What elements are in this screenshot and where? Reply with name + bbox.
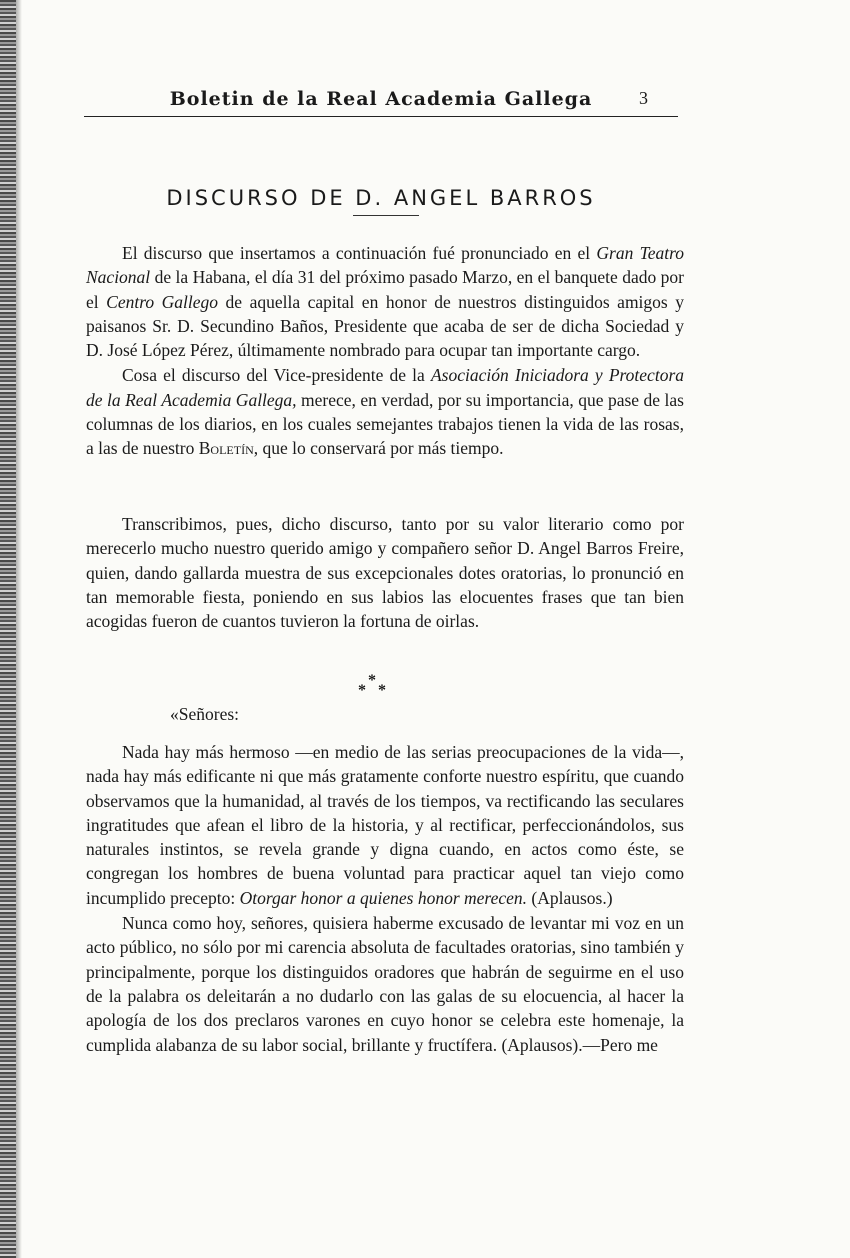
text-run: (Aplausos.): [527, 887, 613, 908]
italic-phrase: Centro Gallego: [106, 291, 219, 312]
text-run: que lo conservará por más tiempo.: [258, 438, 504, 459]
text-run: de aquella capital en honor de nuestros distinguidos amigos y paisanos Sr. D. Secundino Baños, Presidente que acaba de ser de dicha Sociedad y D. José López Pérez, últimamente nombrado para ocupar tan importante cargo.: [86, 291, 684, 361]
article-title: DISCURSO DE D. ANGEL BARROS: [166, 186, 596, 211]
speech-paragraph: [86, 740, 684, 910]
text-run: merece, en verdad, por su importancia, que pase de las columnas de los diarios, en los cuales semejantes trabajos tienen la vida de las rosas, a las de nuestro: [86, 389, 684, 459]
page-number: 3: [639, 88, 648, 108]
intro-section: [86, 241, 684, 461]
journal-title: Boletin de la Real Academia Gallega: [169, 88, 593, 110]
text-run: Nunca como hoy, señores, quisiera haberme excusado de levantar mi voz en un acto público, no sólo por mi carencia absoluta de facultades oratorias, sino también y principalmente, porque los distinguidos oradores que habrán de seguirme en el uso de la palabra os deleitarán a no dudarlo con las galas de su elocuencia, al hacer la apología de los dos preclaros varones en cuyo honor se celebra este homenaje, la cumplida alabanza de su labor social, brillante y fructífera. (Aplausos).—Pero me: [86, 913, 684, 1055]
speech-salutation: «Señores:: [170, 704, 240, 724]
text-run: Nada hay más hermoso —en medio de las serias preocupaciones de la vida—, nada hay más edificante ni que más gratamente conforte nuestro espíritu, que cuando observamos que la humanidad, al través de los tiempos, va rectificando las seculares ingratitudes que afean el libro de la historia, y al rectificar, perfeccionándolos, sus naturales instintos, se revela grande y digna cuando, en actos como éste, se congregan los hombres de buena voluntad para practicar aquel tan viejo como incumplido precepto:: [86, 742, 684, 908]
asterisk-top: *: [368, 672, 376, 689]
smallcaps-phrase: Boletín,: [198, 438, 259, 459]
intro-paragraph: [86, 241, 684, 362]
asterisk-left: *: [358, 682, 366, 699]
italic-phrase: Gran Teatro Nacional: [86, 243, 684, 288]
running-header: [84, 86, 678, 117]
text-run: de la Habana, el día 31 del próximo pasado Marzo, en el banquete dado por el: [86, 267, 684, 312]
intro-paragraph: [86, 363, 684, 460]
speech-paragraph: [86, 911, 684, 1057]
transcription-section: [86, 512, 684, 633]
asterisk-right: *: [378, 682, 386, 699]
asterism-separator: [350, 672, 410, 702]
transcription-paragraph: Transcribimos, pues, dicho discurso, tanto por su valor literario como por merecerlo mucho nuestro querido amigo y compañero señor D. Angel Barros Freire, quien, dando gallarda muestra de sus excepcionales dotes oratorias, lo pronunció en tan memorable fiesta, poniendo en sus labios las elocuentes frases que tan bien acogidas fueron de cuantos tuvieron la fortuna de oirlas.: [86, 514, 684, 632]
text-run: Cosa el discurso del Vice-presidente de la: [122, 365, 431, 386]
title-divider: [353, 215, 419, 216]
italic-phrase: Asociación Iniciadora y Protectora de la Real Academia Gallega,: [86, 365, 684, 410]
italic-phrase: Otorgar honor a quienes honor merecen.: [239, 887, 527, 908]
page-binding-edge: [0, 0, 16, 1258]
speech-section: [86, 740, 684, 1057]
text-run: El discurso que insertamos a continuación fué pronunciado en el: [122, 243, 597, 263]
